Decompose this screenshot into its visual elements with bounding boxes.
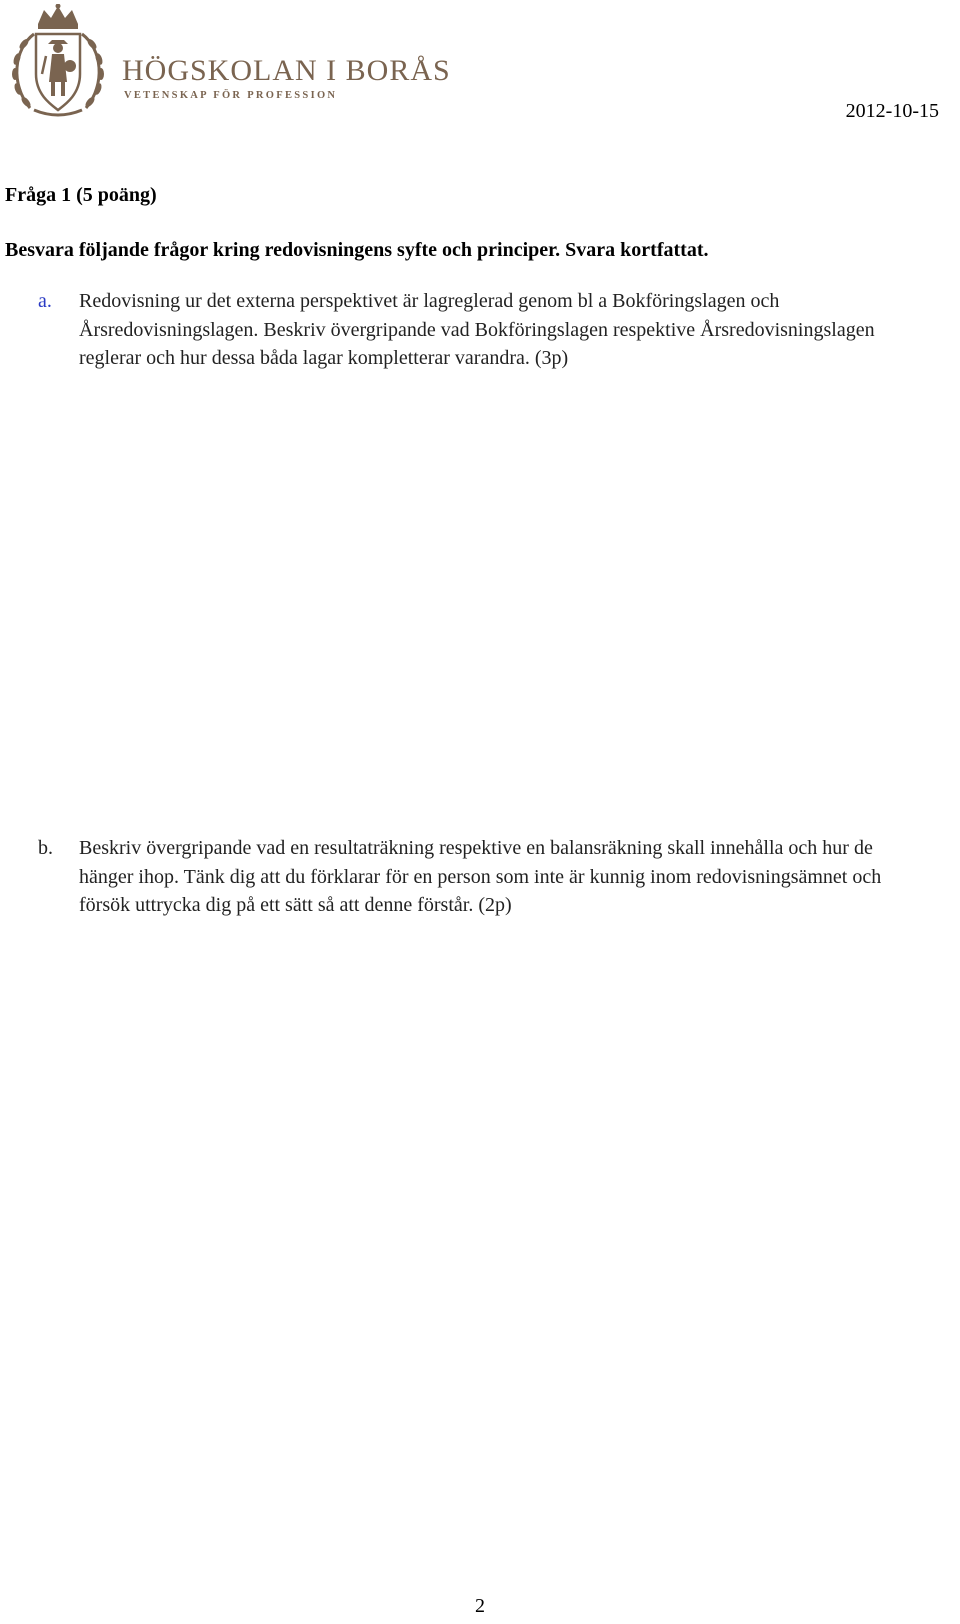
page-number: 2 — [475, 1595, 485, 1617]
question-instruction: Besvara följande frågor kring redovisningens syfte och principer. Svara kortfattat. — [5, 239, 709, 261]
item-text: Beskriv övergripande vad en resultaträkning respektive en balansräkning skall innehålla och hur de hänger ihop. Tänk dig att du förklarar för en person som inte är kunnig inom redovisningsämnet och försök uttrycka dig på ett sätt så att denne förstår. (2p) — [79, 837, 882, 916]
question-title: Fråga 1 (5 poäng) — [5, 184, 157, 206]
item-text: Redovisning ur det externa perspektivet är lagreglerad genom bl a Bokföringslagen och Årsredovisningslagen. Beskriv övergripande vad Bokföringslagen respektive Årsredovisningslagen reglerar och hur dessa båda lagar kompletterar varandra. (3p) — [79, 290, 875, 369]
university-logo — [4, 4, 464, 122]
item-marker: b. — [38, 837, 53, 859]
item-marker: a. — [38, 290, 52, 312]
question-item-b — [0, 834, 940, 920]
logo-tagline: VETENSKAP FÖR PROFESSION — [124, 90, 338, 101]
logo-name: HÖGSKOLAN I BORÅS — [122, 54, 451, 87]
crest-emblem-icon — [4, 4, 112, 122]
question-item-a — [0, 287, 940, 373]
document-date: 2012-10-15 — [845, 100, 939, 122]
